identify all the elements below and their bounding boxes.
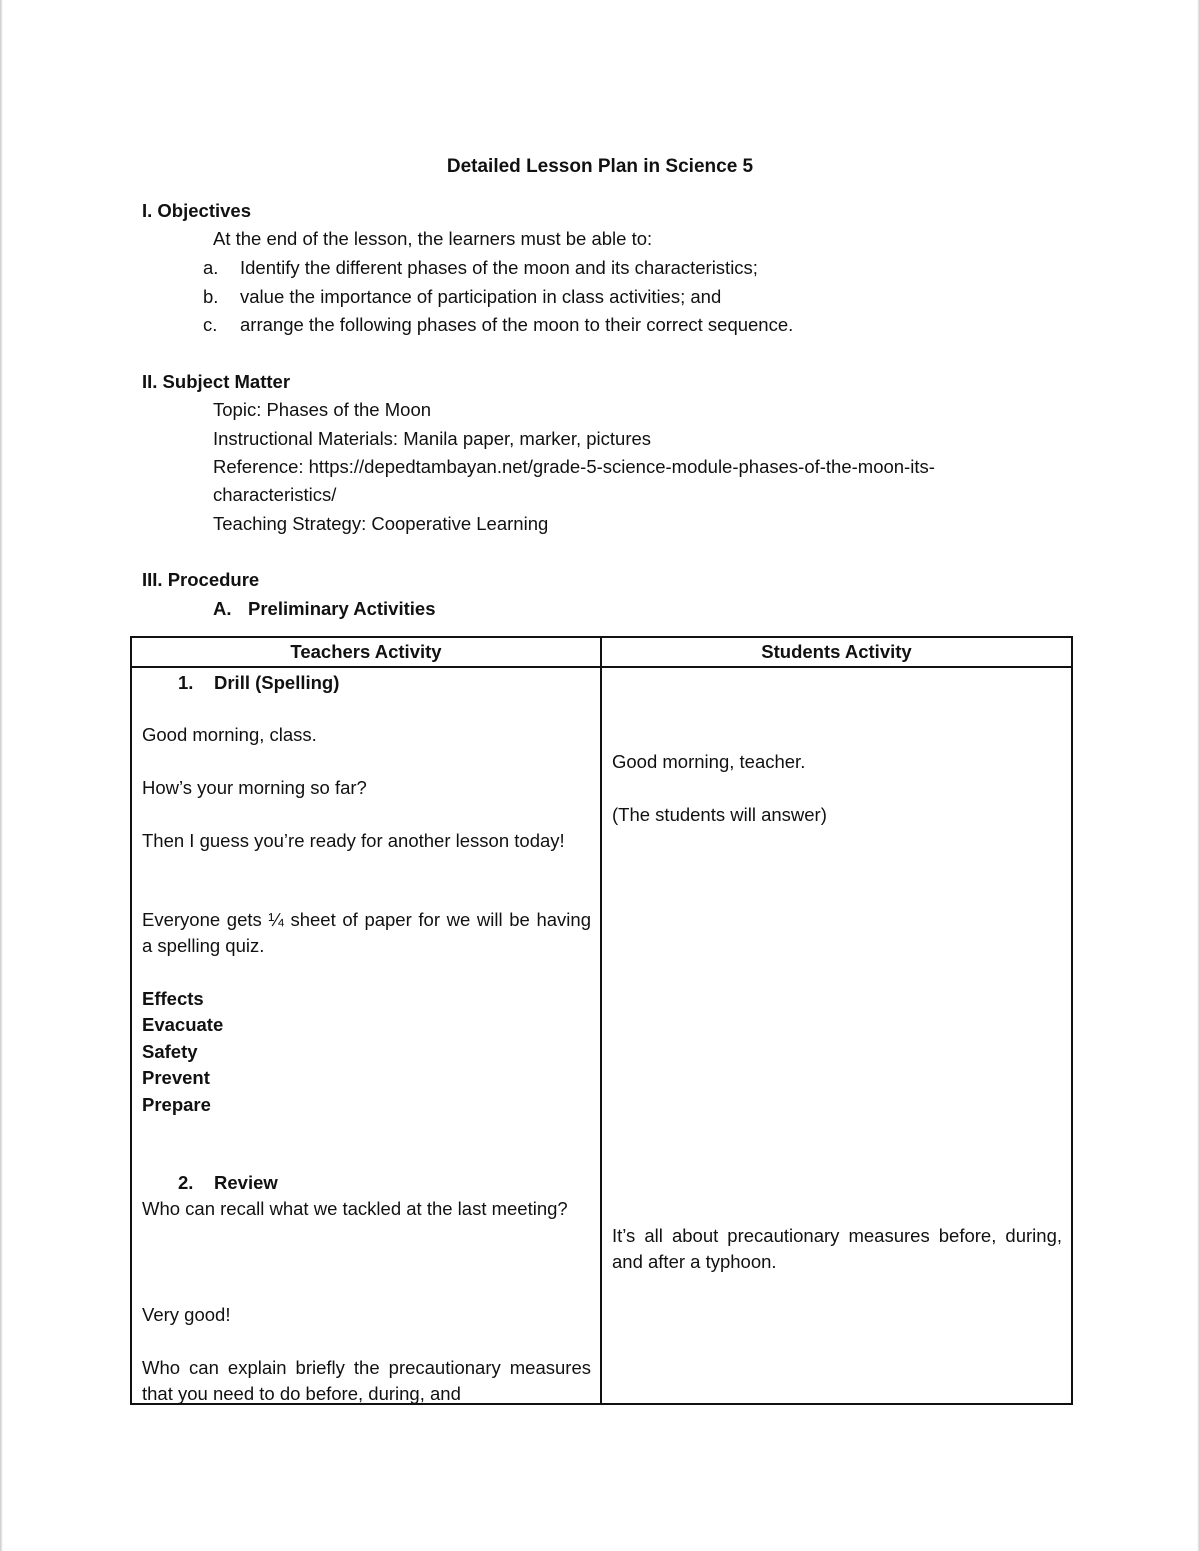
objective-item-c: arrange the following phases of the moon to their correct sequence.	[240, 314, 794, 335]
reference-line-continued: characteristics/	[213, 484, 337, 505]
spelling-word: Effects	[142, 988, 204, 1009]
teacher-ready: Then I guess you’re ready for another lesson today!	[142, 830, 565, 851]
spelling-word: Prevent	[142, 1067, 210, 1088]
activity-table	[130, 636, 1073, 1405]
materials-line: Instructional Materials: Manila paper, marker, pictures	[213, 428, 652, 449]
student-review-answer: It’s all about precautionary measures before, during, and after a typhoon.	[612, 1225, 1062, 1272]
spelling-word: Evacuate	[142, 1014, 224, 1035]
teacher-greeting: Good morning, class.	[142, 724, 317, 745]
objective-marker-c: c.	[203, 314, 218, 335]
procedure-heading: III. Procedure	[142, 569, 260, 590]
drill-heading: Drill (Spelling)	[214, 672, 340, 693]
objective-marker-a: a.	[203, 257, 219, 278]
teacher-ask-morning: How’s your morning so far?	[142, 777, 367, 798]
reference-line: Reference: https://depedtambayan.net/grade-5-science-module-phases-of-the-moon-its-	[213, 456, 935, 477]
review-marker: 2.	[178, 1172, 194, 1193]
student-greeting: Good morning, teacher.	[612, 751, 806, 772]
teacher-recall: Who can recall what we tackled at the last meeting?	[142, 1198, 568, 1219]
preliminary-marker: A.	[213, 598, 232, 619]
objective-item-a: Identify the different phases of the moon and its characteristics;	[240, 257, 758, 278]
subject-matter-heading: II. Subject Matter	[142, 371, 291, 392]
document-title: Detailed Lesson Plan in Science 5	[446, 156, 754, 177]
review-heading: Review	[214, 1172, 278, 1193]
objective-item-b: value the importance of participation in class activities; and	[240, 286, 722, 307]
students-activity-header: Students Activity	[601, 637, 1072, 667]
student-answer: (The students will answer)	[612, 804, 827, 825]
spelling-word: Safety	[142, 1041, 198, 1062]
teacher-explain: Who can explain briefly the precautionary measures that you need to do before, during, and	[142, 1357, 591, 1403]
objectives-intro: At the end of the lesson, the learners must be able to:	[213, 228, 653, 249]
teacher-very-good: Very good!	[142, 1304, 231, 1325]
teacher-paper: Everyone gets ¼ sheet of paper for we will be having a spelling quiz.	[142, 909, 591, 956]
objectives-heading: I. Objectives	[142, 200, 251, 221]
students-activity-cell	[601, 667, 1072, 1404]
topic-line: Topic: Phases of the Moon	[213, 399, 432, 420]
page-edge-left	[0, 0, 3, 1551]
objective-marker-b: b.	[203, 286, 219, 307]
teachers-activity-cell	[131, 667, 601, 1404]
drill-marker: 1.	[178, 672, 194, 693]
spelling-word: Prepare	[142, 1094, 211, 1115]
preliminary-heading: Preliminary Activities	[248, 598, 436, 619]
teachers-activity-header: Teachers Activity	[131, 637, 601, 667]
strategy-line: Teaching Strategy: Cooperative Learning	[213, 513, 549, 534]
